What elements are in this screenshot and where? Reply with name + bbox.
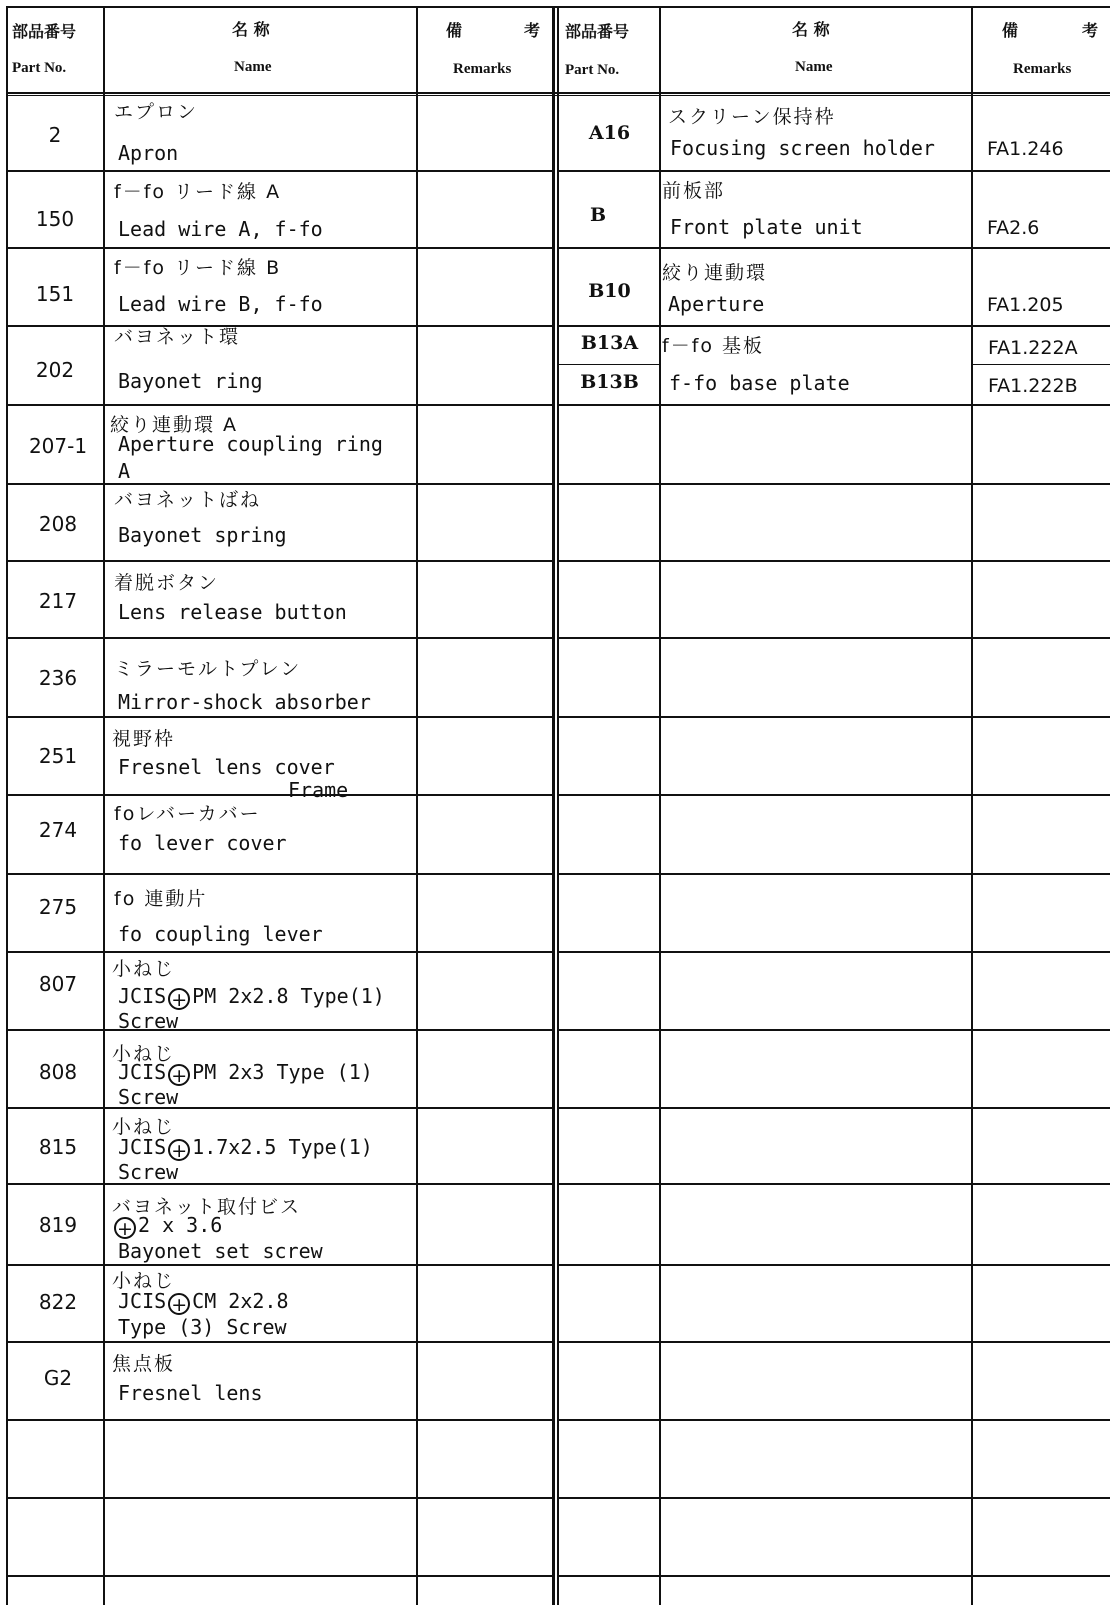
part-number: 274 — [38, 818, 78, 842]
header-part-en: Part No. — [12, 60, 67, 76]
name-en-line2: Screw — [118, 1009, 179, 1033]
name-en: fo lever cover — [118, 831, 287, 855]
part-number: 808 — [38, 1060, 78, 1084]
name-jp: 小ねじ — [112, 958, 176, 980]
name-jp: ミラーモルトプレン — [114, 658, 302, 680]
spec-line — [112, 1213, 222, 1239]
part-number: 202 — [35, 358, 75, 382]
spec-suffix: 1.7x2.5 Type(1) — [192, 1135, 373, 1159]
spec-line — [118, 1135, 373, 1161]
remarks: FA1.205 — [987, 294, 1064, 316]
phillips-head-icon: + — [168, 1064, 190, 1086]
name-jp: foレバーカバー — [114, 803, 261, 825]
name-jp: バヨネット環 — [114, 326, 241, 348]
part-number: 217 — [38, 589, 78, 613]
part-number: 275 — [38, 895, 78, 919]
part-number: 815 — [38, 1135, 78, 1159]
phillips-head-icon: + — [114, 1217, 136, 1239]
part-number: 151 — [35, 282, 75, 306]
name-jp: 絞り連動環 A — [110, 414, 239, 436]
name-en-line2: Frame — [288, 778, 349, 802]
name-jp: 絞り連動環 — [662, 262, 768, 284]
name-jp: fo 連動片 — [114, 888, 208, 910]
phillips-head-icon: + — [168, 988, 190, 1010]
part-number: A16 — [588, 122, 631, 144]
name-jp: f－fo リード線 A — [114, 181, 282, 203]
name-en: Front plate unit — [670, 215, 863, 239]
header-name-jp: 名 称 — [792, 20, 830, 39]
name-en: Bayonet spring — [118, 523, 287, 547]
phillips-head-icon: + — [168, 1293, 190, 1315]
header-name-jp: 名 称 — [232, 20, 270, 39]
part-number: 2 — [48, 123, 62, 147]
name-en-line2: Screw — [118, 1085, 179, 1109]
name-en: f-fo base plate — [669, 371, 850, 395]
name-en: Aperture — [668, 292, 765, 316]
header-part-jp: 部品番号 — [12, 22, 77, 41]
spec-suffix: 2 x 3.6 — [138, 1213, 223, 1237]
part-number: 819 — [38, 1213, 78, 1237]
header-remarks-en: Remarks — [453, 61, 512, 77]
part-number: G2 — [43, 1366, 73, 1390]
name-jp: 前板部 — [662, 180, 726, 202]
name-jp: バヨネットばね — [114, 489, 262, 511]
part-number: B10 — [588, 280, 631, 302]
header-remarks-jp-2: 考 — [1082, 21, 1099, 40]
part-number: 251 — [38, 744, 78, 768]
part-number: B13B — [580, 371, 639, 393]
spec-prefix: JCIS — [118, 1135, 167, 1159]
name-jp: f－fo 基板 — [662, 335, 765, 357]
name-en: Aperture coupling ring — [118, 432, 383, 456]
remarks: FA1.246 — [987, 138, 1064, 160]
part-number: B13A — [580, 332, 639, 354]
name-jp: バヨネット取付ビス — [112, 1196, 302, 1218]
part-number: 236 — [38, 666, 78, 690]
name-jp: 小ねじ — [112, 1116, 176, 1138]
name-en: Fresnel lens — [118, 1381, 263, 1405]
name-en: fo coupling lever — [118, 922, 323, 946]
name-en-line2: Type (3) Screw — [118, 1315, 287, 1339]
header-remarks-en: Remarks — [1013, 61, 1072, 77]
name-en: Focusing screen holder — [670, 136, 935, 160]
header-remarks-jp-1: 備 — [1002, 21, 1019, 40]
header-remarks-jp-2: 考 — [524, 21, 541, 40]
name-en: Lead wire A, f-fo — [118, 217, 323, 241]
spec-line — [118, 1289, 289, 1315]
name-jp: 着脱ボタン — [114, 572, 220, 594]
name-en: Bayonet ring — [118, 369, 263, 393]
name-en-line2: Screw — [118, 1160, 179, 1184]
name-jp: スクリーン保持枠 — [668, 106, 836, 128]
name-jp: 視野枠 — [112, 728, 176, 750]
header-name-en: Name — [795, 59, 833, 75]
part-number: 807 — [38, 972, 78, 996]
spec-suffix: PM 2x3 Type (1) — [192, 1060, 373, 1084]
remarks: FA1.222B — [988, 375, 1078, 397]
header-name-en: Name — [234, 59, 272, 75]
header-part-en: Part No. — [565, 62, 620, 78]
spec-prefix: JCIS — [118, 1060, 167, 1084]
spec-suffix: CM 2x2.8 — [192, 1289, 289, 1313]
header-remarks-jp-1: 備 — [446, 21, 463, 40]
part-number: B — [589, 204, 607, 226]
part-number: 207-1 — [28, 434, 88, 458]
remarks: FA2.6 — [987, 217, 1040, 239]
name-en-line2: Bayonet set screw — [118, 1239, 323, 1263]
remarks: FA1.222A — [988, 337, 1078, 359]
part-number: 208 — [38, 512, 78, 536]
spec-suffix: PM 2x2.8 Type(1) — [192, 984, 385, 1008]
header-part-jp: 部品番号 — [565, 22, 630, 41]
part-number: 150 — [35, 207, 75, 231]
name-jp: 小ねじ — [112, 1043, 176, 1065]
name-jp: エプロン — [114, 101, 199, 123]
spec-prefix: JCIS — [118, 984, 167, 1008]
name-jp: 焦点板 — [112, 1353, 176, 1375]
name-jp: f－fo リード線 B — [114, 257, 282, 279]
part-number: 822 — [38, 1290, 78, 1314]
name-en: Fresnel lens cover — [118, 755, 335, 779]
phillips-head-icon: + — [168, 1139, 190, 1161]
spec-prefix: JCIS — [118, 1289, 167, 1313]
name-en: Mirror-shock absorber — [118, 690, 371, 714]
name-jp: 小ねじ — [112, 1270, 176, 1292]
name-en: Lens release button — [118, 600, 347, 624]
name-en: Apron — [118, 141, 179, 165]
spec-line — [118, 1060, 373, 1086]
spec-line — [118, 984, 385, 1010]
name-en-line2: A — [118, 459, 131, 483]
name-en: Lead wire B, f-fo — [118, 292, 323, 316]
